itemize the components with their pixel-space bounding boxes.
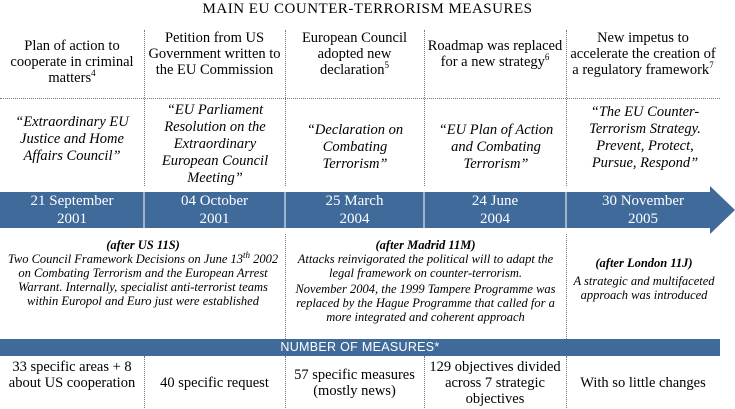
context-text: November 2004, the 1999 Tampere Programme was replaced by the Hague Programme that called for a more integrated and coherent approach	[295, 282, 556, 324]
context-text: A strategic and multifaceted approach was introduced	[573, 274, 715, 302]
timeline-date: 25 March 2004	[325, 193, 384, 227]
timeline-date: 24 June 2004	[471, 193, 519, 227]
measure-count: 40 specific request	[160, 375, 269, 391]
separator	[285, 234, 286, 339]
measure-count: 57 specific measures (mostly news)	[294, 367, 415, 399]
context-text: Attacks reinvigorated the political will to adapt the legal framework on counter-terrorism.	[297, 252, 554, 280]
context-block	[4, 238, 282, 308]
column-heading: Roadmap was replaced for a new strategy$^6$	[427, 38, 563, 70]
context-event: (after London 11J)	[595, 256, 693, 270]
document-title: “EU Plan of Action and Combating Terrorism”	[438, 122, 554, 172]
context-text: Two Council Framework Decisions on June 13th 2002 on Combating Terrorism and the European Arrest Warrant. Internally, specialist anti-terrorist teams within Europol and Euro just were established	[7, 249, 279, 308]
context-event: (after Madrid 11M)	[375, 238, 476, 252]
document-title: “EU Parliament Resolution on the Extraordinary European Council Meeting”	[161, 102, 269, 186]
column-heading: New impetus to accelerate the creation of a regulatory framework$^7$	[570, 30, 716, 78]
measure-count: 129 objectives divided across 7 strategic objectives	[429, 359, 561, 407]
document-title: “Declaration on Combating Terrorism”	[306, 122, 404, 172]
measure-count: With so little changes	[580, 375, 706, 391]
context-block	[572, 256, 716, 302]
document-title: “The EU Counter-Terrorism Strategy. Prevent, Protect, Pursue, Respond”	[589, 104, 701, 171]
diagram-title: MAIN EU COUNTER-TERRORISM MEASURES	[202, 1, 533, 17]
document-title: “Extraordinary EU Justice and Home Affairs Council”	[15, 114, 129, 164]
context-block	[289, 238, 562, 324]
context-event: (after US 11S)	[106, 238, 180, 252]
timeline-date: 04 October 2001	[180, 193, 249, 227]
timeline-date: 30 November 2005	[601, 193, 685, 227]
timeline-date: 21 September 2001	[30, 193, 114, 227]
separator	[0, 98, 720, 99]
measures-header: NUMBER OF MEASURES*	[0, 339, 720, 356]
separator	[566, 234, 567, 339]
measure-count: 33 specific areas + 8 about US cooperation	[8, 359, 136, 391]
column-heading: Plan of action to cooperate in criminal matters$^4$	[10, 38, 134, 86]
column-heading: European Council adopted new declaration$^5$	[301, 30, 408, 78]
column-heading: Petition from US Government written to the EU Commission	[148, 30, 281, 78]
